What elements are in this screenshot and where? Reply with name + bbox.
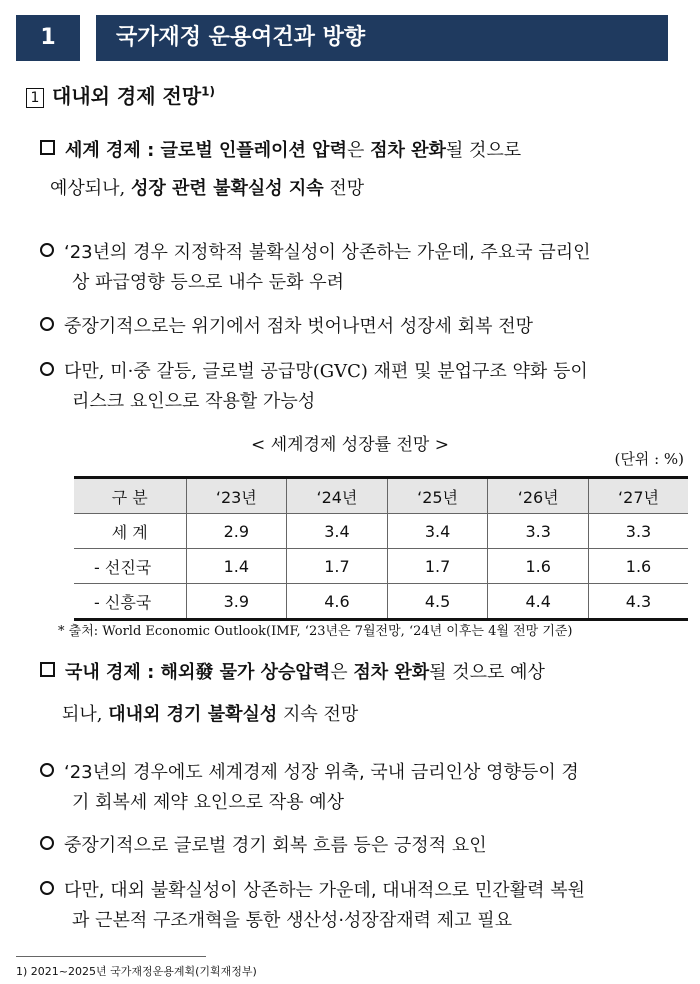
emphasis-text: 세계 경제 : 글로벌 인플레이션 압력 (65, 140, 347, 161)
row-label: - 신흥국 (74, 584, 186, 620)
table-row (74, 549, 688, 584)
cell: 4.4 (488, 584, 589, 620)
table-header-row (74, 478, 688, 514)
cell: 1.6 (488, 549, 589, 584)
text-segment: 예상되나, (50, 178, 131, 199)
cell: 1.7 (387, 549, 488, 584)
footnote-divider (16, 956, 206, 957)
emphasis-text: 성장 관련 불확실성 지속 (131, 178, 324, 199)
text-segment: 될 것으로 예상 (429, 662, 545, 683)
bullet-text: 다만, 대외 불확실성이 상존하는 가운데, 대내적으로 민간활력 복원 (64, 880, 585, 901)
text-segment: 은 (346, 140, 371, 161)
bullet-text: 기 회복세 제약 요인으로 작용 예상 (72, 792, 345, 813)
emphasis-text: 점차 완화 (353, 662, 430, 683)
world-bullet-3-cont (72, 387, 315, 413)
circle-bullet-icon (40, 881, 54, 895)
text-segment: 될 것으로 (445, 140, 522, 161)
table-source: * 출처: World Economic Outlook(IMF, ‘23년은 7월전망, ‘24년 이후는 4월 전망 기준) (58, 624, 573, 639)
growth-table (74, 476, 688, 621)
bullet-text: ‘23년의 경우에도 세계경제 성장 위축, 국내 금리인상 영향등이 경 (64, 762, 579, 783)
header-cell: ‘26년 (488, 478, 589, 514)
bullet-text: 상 파급영향 등으로 내수 둔화 우려 (72, 272, 345, 293)
circle-bullet-icon (40, 362, 54, 376)
text-segment: 지속 전망 (277, 704, 359, 725)
domestic-bullet-1 (40, 758, 579, 784)
world-heading-line1 (40, 136, 521, 162)
text-segment: 되나, (62, 704, 109, 725)
cell: 1.7 (287, 549, 388, 584)
cell: 4.5 (387, 584, 488, 620)
cell: 3.4 (387, 514, 488, 549)
circle-bullet-icon (40, 243, 54, 257)
chapter-title-box (96, 15, 668, 61)
bullet-text: ‘23년의 경우 지정학적 불확실성이 상존하는 가운데, 주요국 금리인 (64, 242, 591, 263)
cell: 3.4 (287, 514, 388, 549)
cell: 2.9 (186, 514, 287, 549)
cell: 4.6 (287, 584, 388, 620)
bullet-text: 중장기적으로는 위기에서 점차 벗어나면서 성장세 회복 전망 (64, 316, 534, 337)
world-bullet-1-cont (72, 268, 344, 294)
bullet-text: 리스크 요인으로 작용할 가능성 (72, 391, 316, 412)
table-caption: < 세계경제 성장률 전망 > (251, 435, 449, 455)
world-bullet-2 (40, 312, 533, 338)
bullet-text: 과 근본적 구조개혁을 통한 생산성·성장잠재력 제고 필요 (72, 910, 512, 931)
emphasis-text: 국내 경제 : 해외發 물가 상승압력 (65, 662, 331, 683)
emphasis-text: 대내외 경기 불확실성 (108, 704, 278, 725)
world-bullet-1 (40, 238, 591, 264)
chapter-number-box (16, 15, 80, 61)
circle-bullet-icon (40, 317, 54, 331)
bullet-text: 중장기적으로 글로벌 경기 회복 흐름 등은 긍정적 요인 (64, 835, 487, 856)
chapter-number: 1 (40, 25, 56, 50)
circle-bullet-icon (40, 763, 54, 777)
text-segment: 은 (330, 662, 354, 683)
domestic-heading-line2 (62, 700, 358, 726)
header-cell: ‘24년 (287, 478, 388, 514)
cell: 1.6 (589, 549, 689, 584)
cell: 3.9 (186, 584, 287, 620)
footnote: 1) 2021~2025년 국가재정운용계획(기획재정부) (16, 965, 257, 978)
header-cell: 구 분 (74, 478, 186, 514)
emphasis-text: 점차 완화 (370, 140, 446, 161)
table-row (74, 514, 688, 549)
domestic-bullet-2 (40, 831, 487, 857)
header-cell: ‘25년 (387, 478, 488, 514)
square-bullet-icon (40, 140, 55, 155)
section-number: 1 (26, 88, 44, 108)
header-cell: ‘23년 (186, 478, 287, 514)
square-bullet-icon (40, 662, 55, 677)
bullet-text: 다만, 미·중 갈등, 글로벌 공급망(GVC) 재편 및 분업구조 약화 등이 (64, 361, 588, 382)
section-title: 대내외 경제 전망 (52, 84, 202, 108)
world-heading-line2 (50, 174, 364, 200)
cell: 4.3 (589, 584, 689, 620)
circle-bullet-icon (40, 836, 54, 850)
chapter-title: 국가재정 운용여건과 방향 (116, 25, 366, 50)
row-label: 세 계 (74, 514, 186, 549)
cell: 3.3 (589, 514, 689, 549)
section-heading (26, 80, 215, 109)
cell: 1.4 (186, 549, 287, 584)
table-row (74, 584, 688, 620)
cell: 3.3 (488, 514, 589, 549)
domestic-bullet-1-cont (72, 788, 344, 814)
table-unit: (단위 : %) (614, 450, 684, 468)
header-cell: ‘27년 (589, 478, 689, 514)
footnote-ref: 1) (201, 84, 216, 99)
world-bullet-3 (40, 357, 588, 383)
domestic-heading-line1 (40, 658, 545, 684)
domestic-bullet-3 (40, 876, 585, 902)
domestic-bullet-3-cont (72, 906, 512, 932)
text-segment: 전망 (323, 178, 365, 199)
row-label: - 선진국 (74, 549, 186, 584)
